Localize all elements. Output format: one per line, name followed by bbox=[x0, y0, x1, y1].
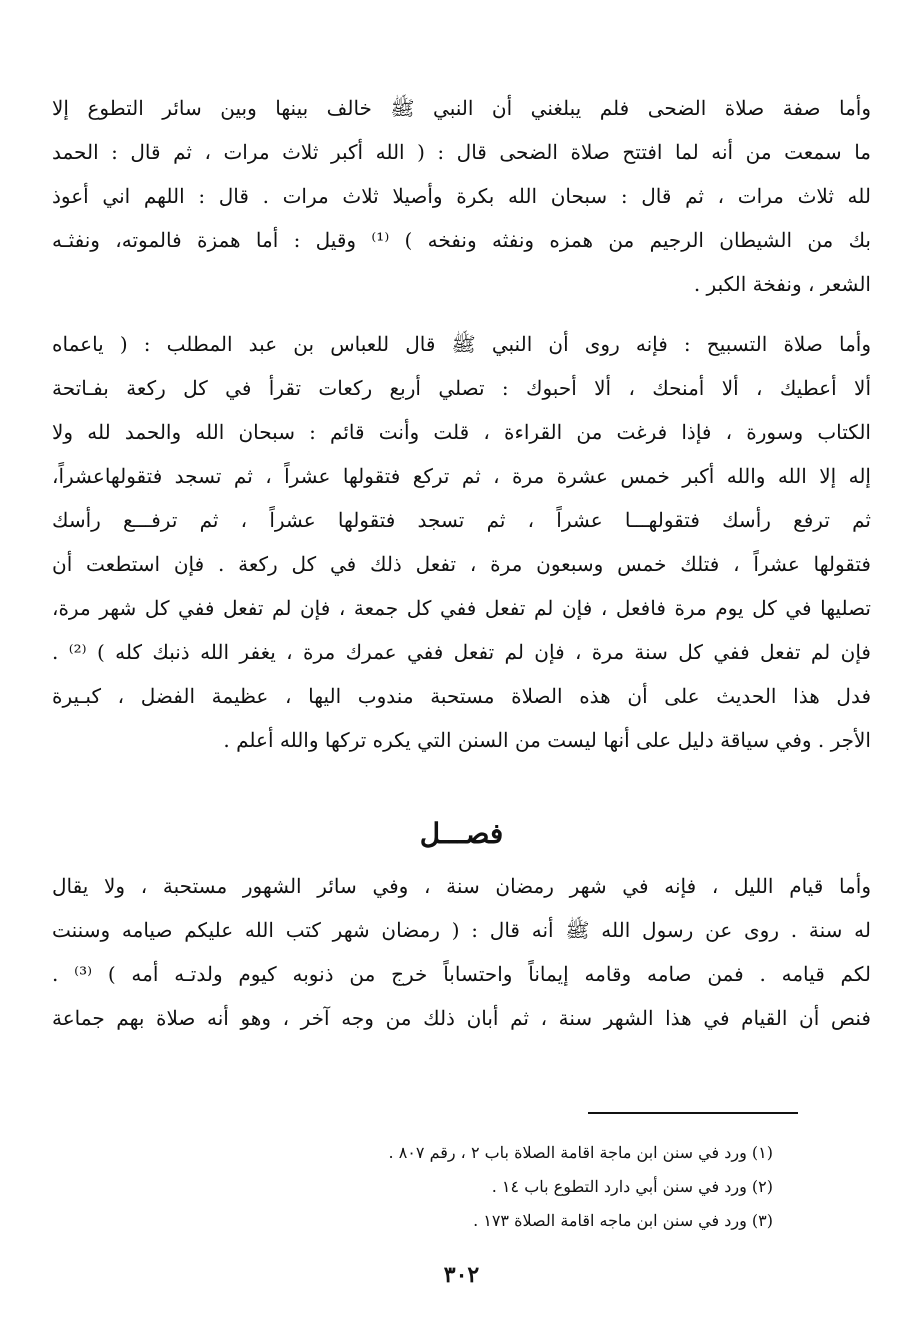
text-line: لله ثلاث مرات ، ثم قال : سبحان الله بكرة وأصيلا ثلاث مرات . قال : اللهم اني أعوذ bbox=[52, 184, 871, 208]
text-line: الأجر . وفي سياقة دليل على أنها ليست من السنن التي يكره تركها والله أعلم . bbox=[223, 728, 871, 752]
footnote-separator bbox=[588, 1112, 798, 1114]
text-line: ما سمعت من أنه لما افتتح صلاة الضحى قال : ( الله أكبر ثلاث مرات ، ثم قال : الحمد bbox=[52, 140, 871, 164]
text-line: له سنة . روى عن رسول الله ﷺ أنه قال : ( رمضان شهر كتب الله عليكم صيامه وسننت bbox=[52, 918, 871, 942]
text-line: بك من الشيطان الرجيم من همزه ونفثه ونفخه ) ⁽¹⁾ وقيل : أما همزة فالموته، ونفثـه bbox=[52, 228, 871, 252]
paragraph-duha-prayer bbox=[52, 86, 871, 306]
footnote: (٢) ورد في سنن أبي دارد التطوع باب ١٤ . bbox=[491, 1177, 773, 1196]
text-line: ألا أعطيك ، ألا أمنحك ، ألا أحبوك : تصلي أربع ركعات تقرأ في كل ركعة بفـاتحة bbox=[52, 376, 871, 400]
text-line: إله إلا الله والله أكبر خمس عشرة مرة ، ثم تركع فتقولها عشراً ، ثم تسجد فتقولهاعشراً، bbox=[52, 464, 871, 488]
text-line: فتقولها عشراً ، فتلك خمس وسبعون مرة ، تفعل ذلك في كل ركعة . فإن استطعت أن bbox=[52, 552, 871, 576]
paragraph-night-prayer bbox=[52, 864, 871, 1040]
text-line: فنص أن القيام في هذا الشهر سنة ، ثم أبان ذلك من وجه آخر ، وهو أنه صلاة بهم جماعة bbox=[52, 1006, 871, 1030]
text-line: وأما صفة صلاة الضحى فلم يبلغني أن النبي ﷺ خالف بينها وبين سائر التطوع إلا bbox=[52, 96, 871, 120]
text-line: الكتاب وسورة ، فإذا فرغت من القراءة ، قلت وأنت قائم : سبحان الله والحمد لله ولا bbox=[52, 420, 871, 444]
paragraph-tasbih-prayer bbox=[52, 322, 871, 762]
text-line: فإن لم تفعل ففي كل سنة مرة ، فإن لم تفعل ففي عمرك مرة ، يغفر الله ذنبك كله ) ⁽²⁾ . bbox=[52, 640, 871, 664]
text-line: الشعر ، ونفخة الكبر . bbox=[693, 272, 871, 296]
footnotes bbox=[133, 1136, 773, 1238]
text-line: وأما قيام الليل ، فإنه في شهر رمضان سنة ، وفي سائر الشهور مستحبة ، ولا يقال bbox=[52, 874, 871, 898]
section-heading: فصـــل bbox=[419, 817, 504, 850]
text-line: ثم ترفع رأسك فتقولهـــا عشراً ، ثم تسجد فتقولها عشراً ، ثم ترفـــع رأسك bbox=[52, 508, 871, 532]
body-text bbox=[52, 86, 871, 1040]
footnote: (١) ورد في سنن ابن ماجة اقامة الصلاة باب ٢ ، رقم ٨٠٧ . bbox=[388, 1143, 773, 1162]
text-line: وأما صلاة التسبيح : فإنه روى أن النبي ﷺ قال للعباس بن عبد المطلب : ( ياعماه bbox=[52, 332, 871, 356]
page-number: ٣٠٢ bbox=[443, 1262, 480, 1288]
text-line: تصليها في كل يوم مرة فافعل ، فإن لم تفعل ففي كل جمعة ، فإن لم تفعل ففي كل شهر مرة، bbox=[52, 596, 871, 620]
text-line: فدل هذا الحديث على أن هذه الصلاة مستحبة مندوب اليها ، عظيمة الفضل ، كبـيرة bbox=[52, 684, 871, 708]
footnote: (٣) ورد في سنن ابن ماجه اقامة الصلاة ١٧٣ . bbox=[473, 1211, 773, 1230]
text-line: لكم قيامه . فمن صامه وقامه إيماناً واحتساباً خرج من ذنوبه كيوم ولدتـه أمه ) ⁽³⁾ . bbox=[52, 962, 871, 986]
